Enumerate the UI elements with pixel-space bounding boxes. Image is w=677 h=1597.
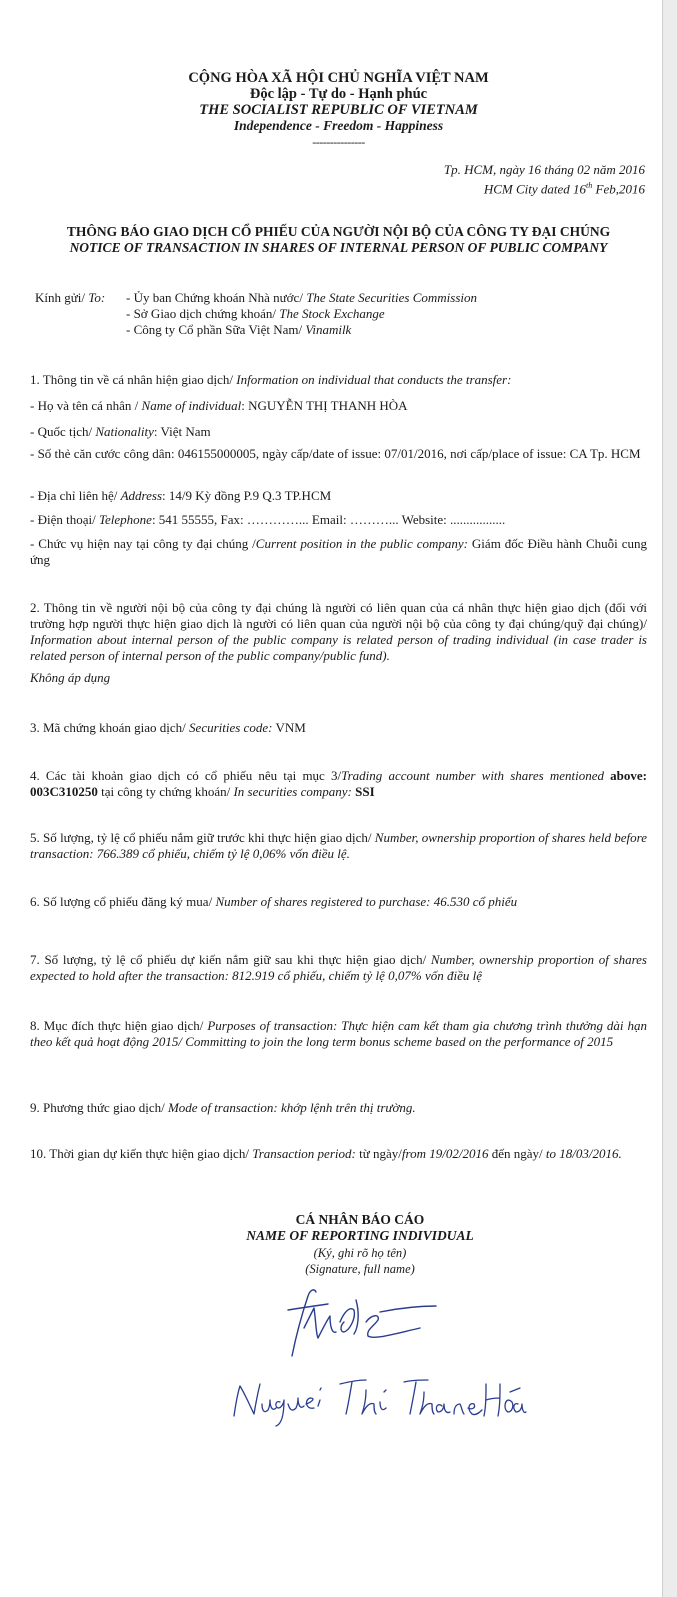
s1-nationality: - Quốc tịch/ Nationality: Việt Nam (30, 424, 211, 439)
s10-period: 10. Thời gian dự kiến thực hiện giao dịch/ Transaction period: từ ngày/from 19/02/2016 đến ngày/ to 18/03/2016. (30, 1146, 622, 1161)
s5-before: 5. Số lượng, tỷ lệ cổ phiếu nắm giữ trước khi thực hiện giao dịch/ Number, ownership proportion of shares held before transaction: 766.389 cổ phiếu, chiếm tỷ lệ 0,06% vốn điều lệ. (30, 830, 647, 861)
recipient-exchange: - Sở Giao dịch chứng khoán/ The Stock Exchange (126, 306, 385, 321)
s3-securities-code: 3. Mã chứng khoán giao dịch/ Securities code: VNM (30, 720, 306, 735)
republic-vi: CỘNG HÒA XÃ HỘI CHỦ NGHĨA VIỆT NAM (188, 70, 489, 86)
recipient-ssc: - Ủy ban Chứng khoán Nhà nước/ The State Securities Commission (126, 290, 477, 305)
s1-telephone: - Điện thoại/ Telephone: 541 55555, Fax: …………... Email: ………... Website: ................. (30, 512, 506, 527)
motto-en: Independence - Freedom - Happiness (233, 118, 444, 133)
date-vi: Tp. HCM, ngày 16 tháng 02 năm 2016 (443, 162, 645, 177)
signature-hint-vi: (Ký, ghi rõ họ tên) (313, 1246, 407, 1260)
signature-title-vi: CÁ NHÂN BÁO CÁO (295, 1212, 425, 1227)
recipient-vinamilk: - Công ty Cổ phần Sữa Việt Nam/ Vinamilk (126, 322, 352, 337)
recipients-label: Kính gửi/ To: (35, 290, 106, 305)
handwritten-signature (270, 1278, 440, 1373)
s1-heading: 1. Thông tin về cá nhân hiện giao dịch/ Information on individual that conducts the transfer: (30, 372, 512, 387)
header-divider: --------------- (312, 135, 365, 149)
s6-registered: 6. Số lượng cổ phiếu đăng ký mua/ Number of shares registered to purchase: 46.530 cổ phiếu (30, 894, 518, 909)
s8-purpose: 8. Mục đích thực hiện giao dịch/ Purposes of transaction: Thực hiện cam kết tham gia chương trình thưởng dài hạn theo kết quả hoạt động 2015/ Committing to join the long term bonus scheme based on the performance of 2015 (30, 1018, 647, 1049)
title-vi: THÔNG BÁO GIAO DỊCH CỔ PHIẾU CỦA NGƯỜI NỘI BỘ CỦA CÔNG TY ĐẠI CHÚNG (66, 224, 611, 239)
s1-address: - Địa chỉ liên hệ/ Address: 14/9 Kỳ đồng P.9 Q.3 TP.HCM (30, 488, 332, 503)
title-en: NOTICE OF TRANSACTION IN SHARES OF INTERNAL PERSON OF PUBLIC COMPANY (69, 240, 608, 255)
signature-hint-en: (Signature, full name) (305, 1262, 415, 1276)
s2-text: 2. Thông tin về người nội bộ của công ty đại chúng là người có liên quan của cá nhân thực hiện giao dịch (đối với trường hợp người thực hiện giao dịch là người có liên quan của người nội bộ của công ty đại chúng/quỹ đại chúng)/ Information about internal person of the public company is related person of trading individual (in case trader is related person of internal person of the public company/public fund). (30, 600, 647, 663)
motto-vi: Độc lập - Tự do - Hạnh phúc (249, 86, 428, 102)
s4-accounts: 4. Các tài khoản giao dịch có cổ phiếu nêu tại mục 3/Trading account number with shares mentioned above: 003C310250 tại công ty chứng khoán/ In securities company: SSI (30, 768, 647, 799)
s7-after: 7. Số lượng, tỷ lệ cổ phiếu dự kiến nắm giữ sau khi thực hiện giao dịch/ Number, ownership proportion of shares expected to hold after the transaction: 812.919 cổ phiếu, chiếm tỷ lệ 0,07% vốn điều lệ (30, 952, 647, 983)
republic-en: THE SOCIALIST REPUBLIC OF VIETNAM (199, 102, 478, 118)
s9-mode: 9. Phương thức giao dịch/ Mode of transaction: khớp lệnh trên thị trường. (30, 1100, 416, 1115)
s1-id-card: - Số thẻ căn cước công dân: 046155000005, ngày cấp/date of issue: 07/01/2016, nơi cấp/place of issue: CA Tp. HCM (30, 446, 641, 461)
date-en: HCM City dated 16th Feb,2016 (483, 181, 645, 197)
s1-name: - Họ và tên cá nhân / Name of individual: NGUYỄN THỊ THANH HÒA (30, 398, 408, 413)
s2-value: Không áp dụng (30, 670, 111, 685)
s1-position: - Chức vụ hiện nay tại công ty đại chúng /Current position in the public company: Giám đốc Điều hành Chuỗi cung ứng (30, 536, 648, 567)
signature-title-en: NAME OF REPORTING INDIVIDUAL (246, 1228, 474, 1243)
handwritten-name (228, 1370, 528, 1430)
